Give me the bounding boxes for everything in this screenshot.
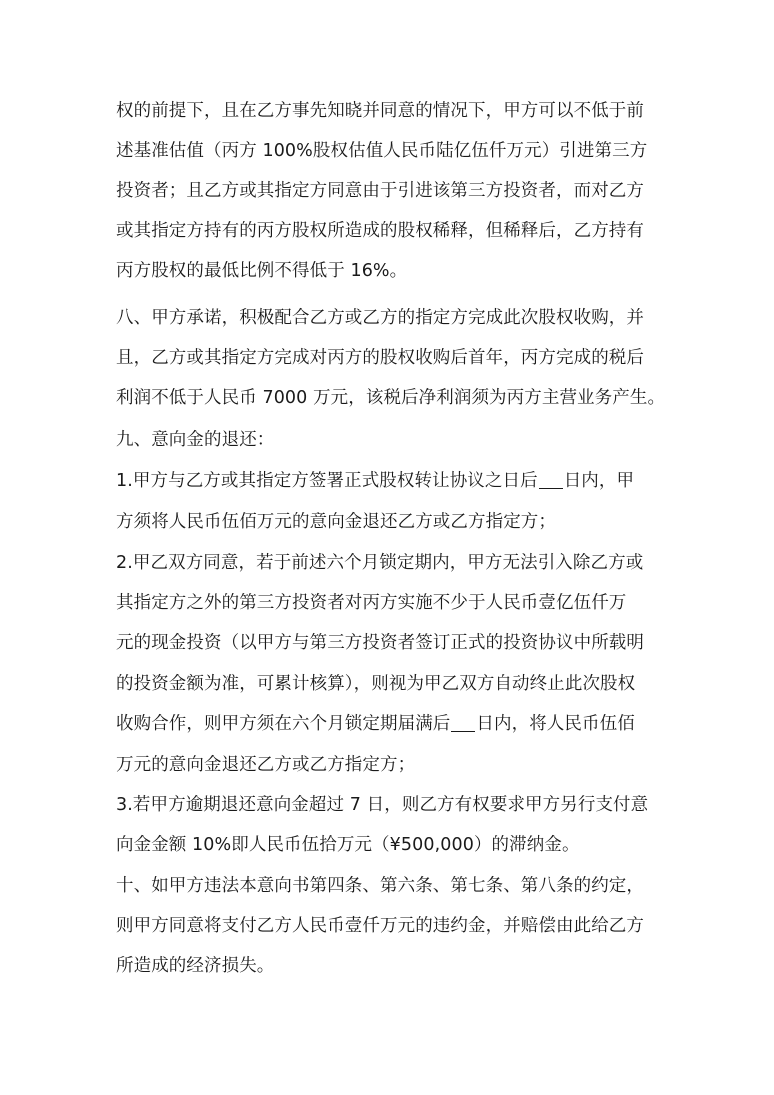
text-line: 方须将人民币伍佰万元的意向金退还乙方或乙方指定方； [116, 512, 556, 532]
text-line: 的投资金额为准，可累计核算），则视为甲乙双方自动终止此次股权 [116, 674, 636, 694]
text-line [116, 704, 676, 744]
text-line: 元的现金投资（以甲方与第三方投资者签订正式的投资协议中所载明 [116, 633, 644, 653]
text-segment: 日内，将人民币伍佰 [476, 714, 635, 734]
text-segment: 日内，甲 [563, 471, 635, 491]
text-line: 2.甲乙双方同意，若于前述六个月锁定期内，甲方无法引入除乙方或 [116, 553, 644, 573]
text-line: 丙方股权的最低比例不得低于 16%。 [116, 261, 408, 281]
fill-in-blank [451, 711, 475, 732]
text-line: 其指定方之外的第三方投资者对丙方实施不少于人民币壹亿伍仟万 [116, 593, 627, 613]
text-line: 投资者；且乙方或其指定方同意由于引进该第三方投资者，而对乙方 [116, 181, 644, 201]
text-line: 八、甲方承诺，积极配合乙方或乙方的指定方完成此次股权收购，并 [116, 308, 644, 328]
text-line: 权的前提下，且在乙方事先知晓并同意的情况下，甲方可以不低于前 [116, 101, 644, 121]
text-line: 则甲方同意将支付乙方人民币壹仟万元的违约金，并赔偿由此给乙方 [116, 916, 644, 936]
fill-in-blank [539, 468, 563, 489]
text-line: 十、如甲方违法本意向书第四条、第六条、第七条、第八条的约定， [116, 876, 644, 896]
text-line: 且，乙方或其指定方完成对丙方的股权收购后首年，丙方完成的税后 [116, 348, 644, 368]
text-line: 述基准估值（丙方 100%股权估值人民币陆亿伍仟万元）引进第三方 [116, 141, 648, 161]
text-segment: 1.甲方与乙方或其指定方签署正式股权转让协议之日后 [116, 471, 538, 491]
text-line: 万元的意向金退还乙方或乙方指定方； [116, 755, 416, 775]
text-line: 或其指定方持有的丙方股权所造成的股权稀释，但稀释后，乙方持有 [116, 221, 644, 241]
text-line: 3.若甲方逾期退还意向金超过 7 日，则乙方有权要求甲方另行支付意 [116, 795, 649, 815]
text-segment: 收购合作，则甲方须在六个月锁定期届满后 [116, 714, 451, 734]
section-heading: 九、意向金的退还： [116, 430, 275, 450]
text-line: 所造成的经济损失。 [116, 956, 275, 976]
text-line: 向金金额 10%即人民币伍拾万元（¥500,000）的滞纳金。 [116, 835, 580, 855]
text-line: 利润不低于人民币 7000 万元，该税后净利润须为丙方主营业务产生。 [116, 388, 666, 408]
text-line [116, 461, 676, 501]
